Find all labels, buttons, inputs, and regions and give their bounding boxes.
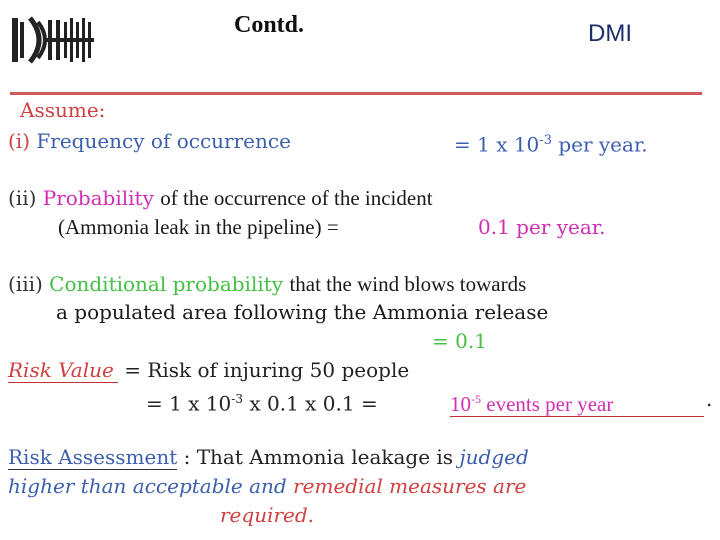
assumption-item-2 — [8, 186, 433, 210]
organization-label: DMI — [588, 20, 632, 47]
assessment-line-3: required. — [220, 503, 315, 527]
assumption-item-3 — [8, 272, 526, 296]
assessment-line-2 — [8, 474, 526, 498]
item-marker: (iii) — [8, 272, 43, 296]
risk-value-line — [8, 358, 409, 382]
item-label: Frequency of occurrence — [36, 129, 291, 153]
assumption-item-1 — [8, 129, 291, 153]
item-marker: (i) — [8, 129, 31, 153]
result-exponent: -5 — [471, 392, 481, 406]
item-2-text-line2: (Ammonia leak in the pipeline) = — [58, 215, 339, 239]
institute-emblem-icon — [8, 12, 98, 68]
risk-assessment-label: Risk Assessment — [8, 445, 178, 469]
result-unit: events per year — [481, 392, 614, 416]
risk-result — [450, 387, 704, 417]
item-3-text-line2: a populated area following the Ammonia release — [56, 300, 549, 324]
assessment-remedial: remedial measures are — [293, 474, 527, 498]
value-base: = 1 x 10 — [454, 132, 540, 157]
calc-exponent: -3 — [231, 392, 243, 406]
assessment-higher: higher than acceptable and — [8, 474, 287, 498]
assume-heading: Assume: — [20, 98, 106, 122]
calc-prefix: = 1 x 10 — [146, 391, 232, 416]
assessment-text: : That Ammonia leakage is — [183, 445, 454, 469]
item-text: of the occurrence of the incident — [160, 186, 433, 210]
probability-value: 0.1 per year. — [478, 215, 606, 239]
frequency-value — [454, 129, 648, 157]
assessment-judged: judged — [459, 445, 529, 469]
divider — [10, 92, 702, 95]
item-marker: (ii) — [8, 186, 37, 210]
conditional-probability-value: = 0.1 — [432, 329, 487, 353]
slide-title: Contd. — [234, 12, 305, 38]
calc-rest: x 0.1 x 0.1 = — [243, 391, 378, 416]
item-term: Conditional probability — [49, 272, 284, 296]
risk-calculation — [146, 387, 378, 416]
value-exponent: -3 — [539, 133, 552, 148]
value-unit: per year. — [551, 132, 648, 157]
risk-value-desc: = Risk of injuring 50 people — [124, 358, 410, 382]
item-text: that the wind blows towards — [289, 272, 527, 296]
result-base: 10 — [450, 392, 471, 416]
risk-value-label: Risk Value — [8, 358, 118, 383]
item-term: Probability — [42, 186, 154, 210]
risk-result-period: . — [706, 387, 713, 411]
risk-assessment-line — [8, 445, 529, 469]
